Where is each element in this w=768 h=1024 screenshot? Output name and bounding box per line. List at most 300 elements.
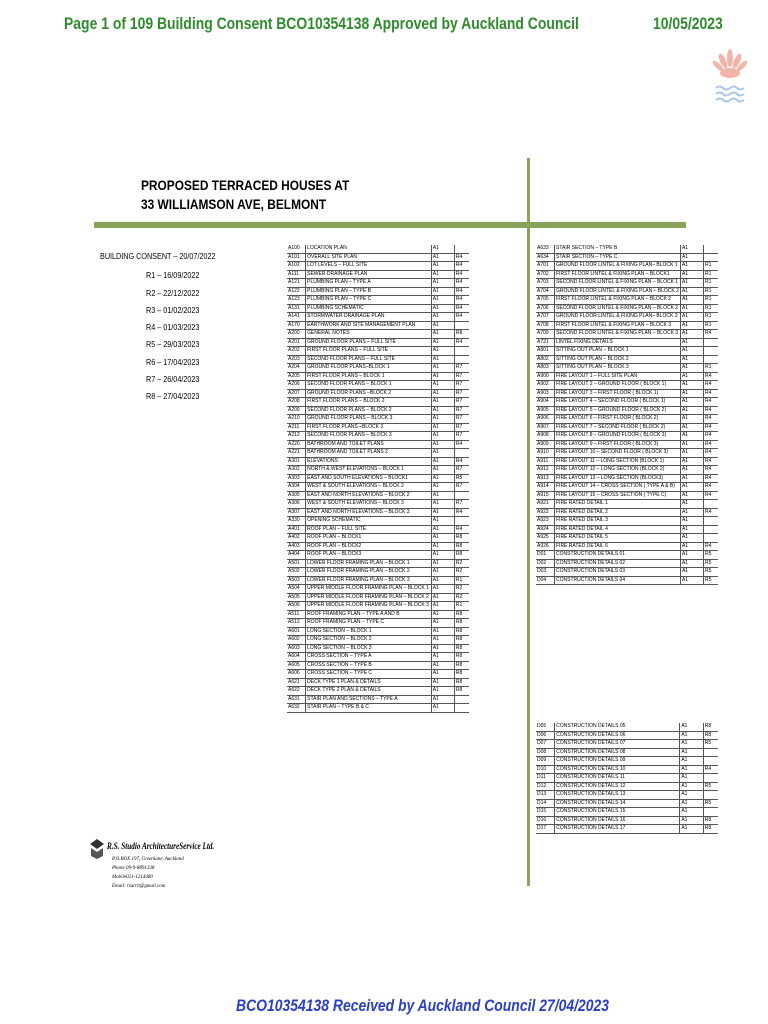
drawing-title: CONSTRUCTION DETAILS 11 bbox=[555, 774, 680, 783]
table-row bbox=[536, 372, 718, 381]
drawing-title: GROUND FLOOR PLANS –BLOCK 2 bbox=[306, 389, 432, 398]
drawing-title: SECOND FLOOR PLANS – FULL SITE bbox=[306, 355, 432, 364]
sheet-size: A1 bbox=[431, 525, 454, 534]
table-row bbox=[287, 313, 469, 322]
revision: R5 bbox=[703, 576, 718, 585]
revision bbox=[703, 774, 718, 783]
sheet-size: A1 bbox=[680, 757, 703, 766]
table-row bbox=[287, 704, 469, 713]
drawing-number: A210 bbox=[287, 415, 306, 424]
drawing-title: FIRE LAYOUT 11 – LONG SECTION (BLOCK 1) bbox=[555, 457, 681, 466]
table-row bbox=[536, 559, 718, 568]
drawing-number: A401 bbox=[287, 525, 306, 534]
sheet-size: A1 bbox=[431, 661, 454, 670]
table-row bbox=[287, 406, 469, 415]
table-row bbox=[536, 440, 718, 449]
sheet-size: A1 bbox=[431, 338, 454, 347]
drawing-number: A915 bbox=[536, 491, 555, 500]
table-row bbox=[536, 551, 718, 560]
divider-vertical bbox=[527, 158, 530, 886]
table-row bbox=[287, 440, 469, 449]
drawing-title: CROSS SECTION – TYPE B bbox=[306, 661, 432, 670]
table-row bbox=[536, 330, 718, 339]
sheet-size: A1 bbox=[680, 576, 703, 585]
drawing-number: A504 bbox=[287, 585, 306, 594]
sheet-size: A1 bbox=[680, 500, 703, 509]
table-row bbox=[287, 262, 469, 271]
table-row bbox=[536, 525, 718, 534]
drawing-number: A707 bbox=[536, 313, 555, 322]
sheet-size: A1 bbox=[680, 816, 703, 825]
table-row bbox=[287, 466, 469, 475]
sheet-size: A1 bbox=[680, 270, 703, 279]
sheet-size: A1 bbox=[431, 262, 454, 271]
revision: R1 bbox=[703, 262, 718, 271]
sheet-size: A1 bbox=[431, 687, 454, 696]
sheet-size: A1 bbox=[431, 406, 454, 415]
drawing-number: D11 bbox=[536, 774, 555, 783]
revision: R8 bbox=[454, 610, 469, 619]
table-row bbox=[287, 483, 469, 492]
drawing-number: A910 bbox=[536, 449, 555, 458]
table-row bbox=[287, 644, 469, 653]
table-row bbox=[287, 449, 469, 458]
drawing-number: A923 bbox=[536, 517, 555, 526]
drawing-number: A512 bbox=[287, 619, 306, 628]
table-row bbox=[536, 279, 718, 288]
revision: R7 bbox=[454, 406, 469, 415]
drawing-number: A908 bbox=[536, 432, 555, 441]
sheet-size: A1 bbox=[431, 559, 454, 568]
revision: R1 bbox=[703, 287, 718, 296]
revision bbox=[703, 757, 718, 766]
sheet-size: A1 bbox=[680, 559, 703, 568]
drawing-title: CONSTRUCTION DETAILS 02 bbox=[555, 559, 681, 568]
revision: R1 bbox=[703, 296, 718, 305]
drawing-title: FIRE LAYOUT 14 – CROSS SECTION ( TYPE A & B) bbox=[555, 483, 681, 492]
sheet-size: A1 bbox=[680, 508, 703, 517]
drawing-number: A922 bbox=[536, 508, 555, 517]
revision: R4 bbox=[454, 304, 469, 313]
revision: R4 bbox=[703, 406, 718, 415]
table-row bbox=[287, 491, 469, 500]
drawing-number: A803 bbox=[536, 364, 555, 373]
drawing-number: A505 bbox=[287, 593, 306, 602]
drawing-number: A403 bbox=[287, 542, 306, 551]
drawing-title: PLUMBING SCHEMATIC bbox=[306, 304, 432, 313]
drawing-number: D02 bbox=[536, 559, 555, 568]
table-row bbox=[287, 542, 469, 551]
revision bbox=[454, 704, 469, 713]
drawing-title: GROUND FLOOR LINTEL & FIXING PLAN– BLOCK 3 bbox=[555, 313, 681, 322]
table-row bbox=[287, 619, 469, 628]
sheet-size: A1 bbox=[680, 723, 703, 731]
table-row bbox=[287, 670, 469, 679]
drawing-title: CONSTRUCTION DETAILS 07 bbox=[555, 740, 680, 749]
drawing-number: A202 bbox=[287, 347, 306, 356]
sheet-size: A1 bbox=[431, 610, 454, 619]
sheet-size: A1 bbox=[680, 262, 703, 271]
revision: R2 bbox=[454, 593, 469, 602]
drawing-title: ROOF FRAMING PLAN – TYPE C bbox=[306, 619, 432, 628]
sheet-size: A1 bbox=[680, 808, 703, 817]
drawing-title: ROOF PLAN – BLOCK2 bbox=[306, 542, 432, 551]
drawing-number: A634 bbox=[536, 253, 555, 262]
sheet-size: A1 bbox=[431, 253, 454, 262]
table-row bbox=[536, 466, 718, 475]
drawing-number: A603 bbox=[287, 644, 306, 653]
table-row bbox=[536, 296, 718, 305]
revision: R4 bbox=[454, 525, 469, 534]
drawing-title: CONSTRUCTION DETAILS 09 bbox=[555, 757, 680, 766]
sheet-size: A1 bbox=[680, 304, 703, 313]
drawing-title: CONSTRUCTION DETAILS 04 bbox=[555, 576, 681, 585]
drawing-number: A206 bbox=[287, 381, 306, 390]
revision: R4 bbox=[454, 287, 469, 296]
table-row bbox=[536, 364, 718, 373]
revision: R7 bbox=[454, 500, 469, 509]
revision: R1 bbox=[454, 576, 469, 585]
revision bbox=[703, 525, 718, 534]
drawing-title: CONSTRUCTION DETAILS 06 bbox=[555, 731, 680, 740]
sheet-size: A1 bbox=[680, 517, 703, 526]
drawing-number: A404 bbox=[287, 551, 306, 560]
drawing-number: A904 bbox=[536, 398, 555, 407]
table-row bbox=[536, 338, 718, 347]
table-row bbox=[536, 381, 718, 390]
table-row bbox=[287, 576, 469, 585]
table-row bbox=[287, 355, 469, 364]
table-row bbox=[536, 731, 718, 740]
revision bbox=[454, 491, 469, 500]
revision: R4 bbox=[703, 381, 718, 390]
sheet-size: A1 bbox=[431, 704, 454, 713]
sheet-size: A1 bbox=[431, 619, 454, 628]
revision: R8 bbox=[454, 653, 469, 662]
drawing-title: FIRE LAYOUT 7 – SECOND FLOOR ( BLOCK 2) bbox=[555, 423, 681, 432]
drawing-title: FIRE LAYOUT 8 – GROUND FLOOR ( BLOCK 3) bbox=[555, 432, 681, 441]
table-row bbox=[536, 517, 718, 526]
drawing-number: A200 bbox=[287, 330, 306, 339]
drawing-number: D10 bbox=[536, 765, 555, 774]
sheet-size: A1 bbox=[431, 551, 454, 560]
revision: R5 bbox=[454, 474, 469, 483]
drawing-title: LONG SECTION – BLOCK 2 bbox=[306, 636, 432, 645]
sheet-size: A1 bbox=[431, 415, 454, 424]
drawing-number: A302 bbox=[287, 466, 306, 475]
revision bbox=[703, 245, 718, 253]
sheet-size: A1 bbox=[431, 695, 454, 704]
received-footer: BCO10354138 Received by Auckland Council 27/04/2023 bbox=[236, 996, 609, 1015]
revision: R4 bbox=[703, 432, 718, 441]
sheet-size: A1 bbox=[431, 423, 454, 432]
drawing-title: ROOF FRAMING PLAN – TYPE A AND B bbox=[306, 610, 432, 619]
revision: R4 bbox=[454, 338, 469, 347]
revision: R5 bbox=[703, 551, 718, 560]
revision: R4 bbox=[454, 457, 469, 466]
drawing-number: A306 bbox=[287, 500, 306, 509]
drawing-number: A221 bbox=[287, 449, 306, 458]
drawing-number: A131 bbox=[287, 304, 306, 313]
drawing-title: FIRE RATED DETAIL 4 bbox=[555, 525, 681, 534]
table-row bbox=[536, 398, 718, 407]
drawing-title: WEST & SOUTH ELEVATIONS – BLOCK 2 bbox=[306, 483, 432, 492]
drawing-number: A705 bbox=[536, 296, 555, 305]
drawing-title: LOWER FLOOR FRAMING PLAN – BLOCK 2 bbox=[306, 568, 432, 577]
sheet-size: A1 bbox=[431, 389, 454, 398]
table-row bbox=[287, 551, 469, 560]
revision: R8 bbox=[454, 636, 469, 645]
revision-item: R6 – 17/04/2023 bbox=[146, 357, 200, 367]
drawing-number: A914 bbox=[536, 483, 555, 492]
drawing-number: A402 bbox=[287, 534, 306, 543]
sheet-size: A1 bbox=[431, 330, 454, 339]
drawing-title: OPENING SCHEMATIC bbox=[306, 517, 432, 526]
drawing-number: A307 bbox=[287, 508, 306, 517]
drawing-number: A903 bbox=[536, 389, 555, 398]
drawing-number: A905 bbox=[536, 406, 555, 415]
drawing-number: A502 bbox=[287, 568, 306, 577]
table-row bbox=[536, 415, 718, 424]
drawing-title: FIRST FLOOR LINTEL & FIXING PLAN – BLOCK 3 bbox=[555, 321, 681, 330]
drawing-title: LOWER FLOOR FRAMING PLAN – BLOCK 3 bbox=[306, 576, 432, 585]
table-row bbox=[287, 585, 469, 594]
sheet-size: A1 bbox=[680, 423, 703, 432]
drawing-number: A503 bbox=[287, 576, 306, 585]
drawing-title: FIRST FLOOR PLANS –BLOCK 3 bbox=[306, 423, 432, 432]
revision: R4 bbox=[703, 423, 718, 432]
table-row bbox=[287, 678, 469, 687]
drawing-number: D17 bbox=[536, 825, 555, 834]
revision: R4 bbox=[703, 449, 718, 458]
sheet-size: A1 bbox=[680, 474, 703, 483]
sheet-size: A1 bbox=[680, 774, 703, 783]
table-row bbox=[536, 355, 718, 364]
sheet-size: A1 bbox=[431, 576, 454, 585]
project-title: PROPOSED TERRACED HOUSES AT 33 WILLIAMSON AVE, BELMONT bbox=[141, 177, 350, 212]
revision: R2 bbox=[454, 559, 469, 568]
drawing-title: LONG SECTION – BLOCK 3 bbox=[306, 644, 432, 653]
sheet-size: A1 bbox=[431, 644, 454, 653]
drawing-number: D03 bbox=[536, 568, 555, 577]
table-row bbox=[536, 483, 718, 492]
divider-horizontal bbox=[94, 222, 686, 228]
revision: R8 bbox=[703, 825, 718, 834]
drawing-title: SECOND FLOOR PLANS – BLOCK 3 bbox=[306, 432, 432, 441]
drawing-title: BATHROOM AND TOILET PLANS 2 bbox=[306, 449, 432, 458]
sheet-size: A1 bbox=[680, 534, 703, 543]
table-row bbox=[536, 253, 718, 262]
table-row bbox=[536, 799, 718, 808]
drawing-list-right bbox=[536, 245, 718, 585]
revision: R7 bbox=[454, 423, 469, 432]
drawing-number: A506 bbox=[287, 602, 306, 611]
architect-logo-icon bbox=[88, 838, 106, 860]
drawing-title: CONSTRUCTION DETAILS 01 bbox=[555, 551, 681, 560]
drawing-number: A212 bbox=[287, 432, 306, 441]
sheet-size: A1 bbox=[680, 748, 703, 757]
table-row bbox=[287, 474, 469, 483]
drawing-title: FIRE LAYOUT 3 – FIRST FLOOR ( BLOCK 1) bbox=[555, 389, 681, 398]
drawing-number: A102 bbox=[287, 262, 306, 271]
revision bbox=[703, 347, 718, 356]
drawing-number: A924 bbox=[536, 525, 555, 534]
drawing-number: A121 bbox=[287, 279, 306, 288]
table-row bbox=[287, 245, 469, 253]
revision bbox=[454, 517, 469, 526]
table-row bbox=[536, 304, 718, 313]
revision: R4 bbox=[703, 372, 718, 381]
table-row bbox=[536, 774, 718, 783]
sheet-size: A1 bbox=[680, 287, 703, 296]
table-row bbox=[287, 398, 469, 407]
sheet-size: A1 bbox=[431, 508, 454, 517]
sheet-size: A1 bbox=[431, 466, 454, 475]
revision bbox=[703, 355, 718, 364]
drawing-number: A721 bbox=[536, 338, 555, 347]
drawing-title: SECOND FLOOR PLANS – BLOCK 2 bbox=[306, 406, 432, 415]
revision: R8 bbox=[454, 661, 469, 670]
table-row bbox=[287, 347, 469, 356]
drawing-number: A703 bbox=[536, 279, 555, 288]
drawing-title: CONSTRUCTION DETAILS 15 bbox=[555, 808, 680, 817]
table-row bbox=[287, 695, 469, 704]
table-row bbox=[287, 627, 469, 636]
sheet-size: A1 bbox=[431, 457, 454, 466]
header-date: 10/05/2023 bbox=[653, 14, 723, 33]
drawing-title: FIRE RATED DETAIL 1 bbox=[555, 500, 681, 509]
table-row bbox=[287, 330, 469, 339]
table-row bbox=[536, 262, 718, 271]
sheet-size: A1 bbox=[680, 415, 703, 424]
drawing-title: EAST AND NORTH ELEVATIONS – BLOCK 2 bbox=[306, 491, 432, 500]
drawing-number: A122 bbox=[287, 287, 306, 296]
drawing-number: A911 bbox=[536, 457, 555, 466]
drawing-title: FIRST FLOOR PLANS – BLOCK 2 bbox=[306, 398, 432, 407]
revision bbox=[703, 534, 718, 543]
table-row bbox=[287, 593, 469, 602]
drawing-number: A303 bbox=[287, 474, 306, 483]
table-row bbox=[536, 765, 718, 774]
table-row bbox=[536, 542, 718, 551]
drawing-title: CONSTRUCTION DETAILS 14 bbox=[555, 799, 680, 808]
drawing-title: FIRE RATED DETAIL 2 bbox=[555, 508, 681, 517]
sheet-size: A1 bbox=[431, 347, 454, 356]
drawing-number: A708 bbox=[536, 321, 555, 330]
sheet-size: A1 bbox=[680, 330, 703, 339]
revision: R4 bbox=[703, 389, 718, 398]
revision: R4 bbox=[703, 440, 718, 449]
drawing-title: GENERAL NOTES bbox=[306, 330, 432, 339]
drawing-title: PLUMBING PLAN – TYPE A bbox=[306, 279, 432, 288]
drawing-title: CONSTRUCTION DETAILS 05 bbox=[555, 723, 680, 731]
sheet-size: A1 bbox=[431, 296, 454, 305]
revision: R2 bbox=[454, 585, 469, 594]
drawing-title: BATHROOM AND TOILET PLANS bbox=[306, 440, 432, 449]
sheet-size: A1 bbox=[680, 491, 703, 500]
drawing-number: A909 bbox=[536, 440, 555, 449]
drawing-title: UPPER MIDDLE FLOOR FRAMING PLAN – BLOCK 2 bbox=[306, 593, 432, 602]
drawing-title: ROOF PLAN – FULL SITE bbox=[306, 525, 432, 534]
drawing-number: A921 bbox=[536, 500, 555, 509]
sheet-size: A1 bbox=[680, 765, 703, 774]
sheet-size: A1 bbox=[431, 381, 454, 390]
drawing-title: FIRE LAYOUT 10 – SECOND FLOOR ( BLOCK 3) bbox=[555, 449, 681, 458]
sheet-size: A1 bbox=[680, 799, 703, 808]
table-row bbox=[536, 474, 718, 483]
sheet-size: A1 bbox=[431, 568, 454, 577]
sheet-size: A1 bbox=[680, 483, 703, 492]
table-row bbox=[287, 364, 469, 373]
table-row bbox=[536, 389, 718, 398]
drawing-number: A907 bbox=[536, 423, 555, 432]
sheet-size: A1 bbox=[431, 585, 454, 594]
revision: R7 bbox=[454, 364, 469, 373]
drawing-number: A205 bbox=[287, 372, 306, 381]
revision: R8 bbox=[454, 330, 469, 339]
revision: R7 bbox=[454, 432, 469, 441]
table-row bbox=[536, 245, 718, 253]
drawing-title: STORMWATER DRAINAGE PLAN bbox=[306, 313, 432, 322]
drawing-title: NORTH & WEST ELEVATIONS – BLOCK 1 bbox=[306, 466, 432, 475]
revision: R4 bbox=[703, 765, 718, 774]
table-row bbox=[287, 661, 469, 670]
revision: R5 bbox=[703, 559, 718, 568]
drawing-number: A170 bbox=[287, 321, 306, 330]
drawing-number: A702 bbox=[536, 270, 555, 279]
revision: R1 bbox=[454, 602, 469, 611]
revision: R4 bbox=[454, 508, 469, 517]
drawing-title: FIRE LAYOUT 12 – LONG SECTION (BLOCK 2) bbox=[555, 466, 681, 475]
drawing-title: EARTHWORK AND SITE MANAGEMENT PLAN bbox=[306, 321, 432, 330]
drawing-number: A605 bbox=[287, 661, 306, 670]
revision: R1 bbox=[703, 304, 718, 313]
revision: R4 bbox=[703, 491, 718, 500]
drawing-number: A220 bbox=[287, 440, 306, 449]
drawing-title: STAIR SECTION – TYPE B bbox=[555, 245, 681, 253]
drawing-title: LOWER FLOOR FRAMING PLAN – BLOCK 1 bbox=[306, 559, 432, 568]
drawing-number: A201 bbox=[287, 338, 306, 347]
drawing-number: D13 bbox=[536, 791, 555, 800]
drawing-title: FIRST FLOOR LINTEL & FIXING PLAN – BLOCK 2 bbox=[555, 296, 681, 305]
table-row bbox=[287, 610, 469, 619]
drawing-number: A101 bbox=[287, 253, 306, 262]
revision: R8 bbox=[454, 644, 469, 653]
drawing-title: FIRE RATED DETAIL 6 bbox=[555, 542, 681, 551]
revision-item: R5 – 29/03/2023 bbox=[146, 339, 200, 349]
sheet-size: A1 bbox=[680, 449, 703, 458]
revision bbox=[454, 355, 469, 364]
revision bbox=[703, 253, 718, 262]
architect-name: R.S. Studio ArchitectureService Ltd. bbox=[107, 841, 215, 851]
drawing-title: SEWER DRAINAGE PLAN bbox=[306, 270, 432, 279]
sheet-size: A1 bbox=[431, 398, 454, 407]
drawing-number: A203 bbox=[287, 355, 306, 364]
drawing-number: D15 bbox=[536, 808, 555, 817]
drawing-title: GROUND FLOOR PLANS – BLOCK 3 bbox=[306, 415, 432, 424]
revision: R7 bbox=[454, 466, 469, 475]
sheet-size: A1 bbox=[680, 406, 703, 415]
sheet-size: A1 bbox=[680, 338, 703, 347]
drawing-title: FIRE LAYOUT 6 – FIRST FLOOR ( BLOCK 2) bbox=[555, 415, 681, 424]
sheet-size: A1 bbox=[680, 372, 703, 381]
header-title: Page 1 of 109 Building Consent BCO10354138 Approved by Auckland Council bbox=[64, 14, 579, 33]
drawing-title: CROSS SECTION – TYPE C bbox=[306, 670, 432, 679]
drawing-number: A701 bbox=[536, 262, 555, 271]
drawing-number: D16 bbox=[536, 816, 555, 825]
sheet-size: A1 bbox=[431, 355, 454, 364]
revision: R7 bbox=[454, 381, 469, 390]
